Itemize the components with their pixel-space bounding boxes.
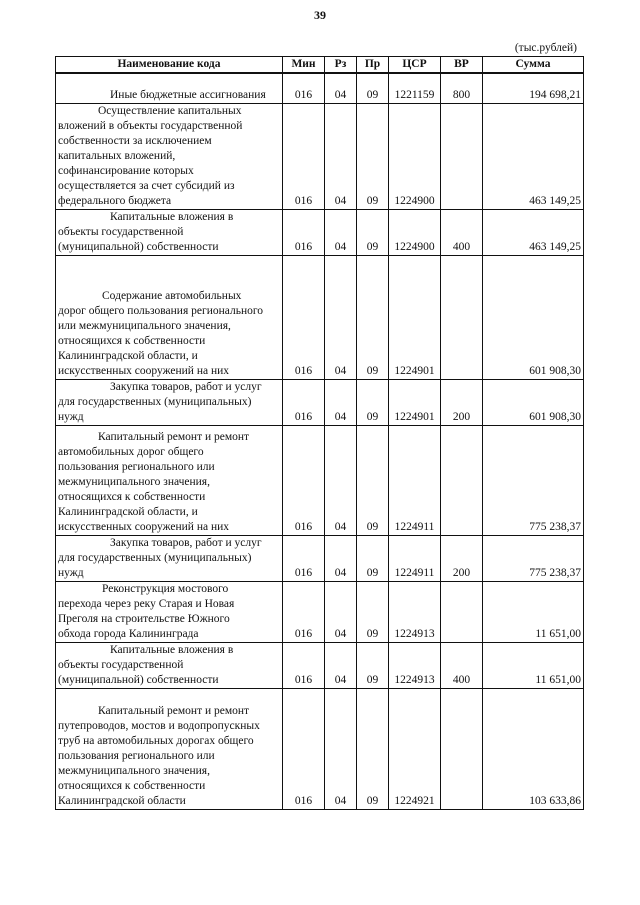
row-vr: 200 [441,535,483,581]
row-rz: 04 [325,73,357,103]
row-name-line: собственности за исключением [58,134,212,147]
row-name-line: осуществляется за счет субсидий из [58,179,235,192]
row-name-line: обхода города Калининграда [58,627,199,640]
row-name-line [58,689,280,704]
table-body [56,73,584,809]
row-csr: 1224911 [389,425,441,535]
row-rz: 04 [325,379,357,425]
row-name [56,535,283,581]
row-sum: 601 908,30 [483,255,584,379]
row-min: 016 [283,535,325,581]
row-name-line: путепроводов, мостов и водопропускных [58,719,260,732]
row-pr: 09 [357,209,389,255]
row-name-line: Капитальные вложения в [110,210,234,223]
table-row [56,209,584,255]
row-rz: 04 [325,688,357,809]
row-name-line: Калининградской области, и [58,505,198,518]
row-name-line: Осуществление капитальных [98,104,242,117]
row-name-line: относящихся к собственности [58,779,206,792]
table-row [56,581,584,642]
row-name-line: (муниципальной) собственности [58,240,219,253]
table-row [56,73,584,103]
row-name-line: Содержание автомобильных [102,289,242,302]
row-sum: 463 149,25 [483,209,584,255]
row-name-line: Закупка товаров, работ и услуг [110,380,262,393]
row-vr [441,103,483,209]
row-name-line: софинансирование которых [58,164,194,177]
row-rz: 04 [325,103,357,209]
row-rz: 04 [325,209,357,255]
table-row [56,379,584,425]
row-sum: 463 149,25 [483,103,584,209]
row-name-line: объекты государственной [58,658,184,671]
row-sum: 775 238,37 [483,425,584,535]
row-vr [441,425,483,535]
row-min: 016 [283,103,325,209]
row-name-line: Калининградской области, и [58,349,198,362]
row-name [56,103,283,209]
row-pr: 09 [357,255,389,379]
row-min: 016 [283,209,325,255]
row-sum: 601 908,30 [483,379,584,425]
row-name-line: объекты государственной [58,225,184,238]
table-row [56,642,584,688]
row-sum: 775 238,37 [483,535,584,581]
row-min: 016 [283,73,325,103]
row-csr: 1224921 [389,688,441,809]
row-vr: 200 [441,379,483,425]
row-name-line: Закупка товаров, работ и услуг [110,536,262,549]
row-name-line: пользования регионального или [58,749,215,762]
row-name-line: искусственных сооружений на них [58,364,230,377]
row-name-line: относящихся к собственности [58,334,206,347]
row-name-line: Капитальный ремонт и ремонт [98,704,250,717]
row-pr: 09 [357,688,389,809]
header-min: Мин [283,57,325,74]
row-min: 016 [283,425,325,535]
row-name-line: или межмуниципального значения, [58,319,231,332]
row-name-line: труб на автомобильных дорогах общего [58,734,254,747]
row-name-line: нужд [58,566,84,579]
row-csr: 1224900 [389,209,441,255]
row-sum: 103 633,86 [483,688,584,809]
row-name-line: дорог общего пользования регионального [58,304,264,317]
table-row [56,103,584,209]
row-name-line: Реконструкция мостового [102,582,229,595]
row-name-line: межмуниципального значения, [58,764,210,777]
units-label: (тыс.рублей) [514,42,577,54]
row-csr: 1224911 [389,535,441,581]
budget-table [55,56,584,810]
row-rz: 04 [325,255,357,379]
row-min: 016 [283,642,325,688]
row-vr [441,581,483,642]
table-row [56,425,584,535]
row-vr [441,255,483,379]
table-row [56,255,584,379]
row-sum: 11 651,00 [483,642,584,688]
row-name-line: автомобильных дорог общего [58,445,204,458]
row-name [56,581,283,642]
header-vr: ВР [441,57,483,74]
row-name [56,688,283,809]
header-rz: Рз [325,57,357,74]
row-name-line: для государственных (муниципальных) [58,395,252,408]
row-name-line: Иные бюджетные ассигнования [110,88,266,101]
row-vr: 800 [441,73,483,103]
header-csr: ЦСР [389,57,441,74]
row-name-line: вложений в объекты государственной [58,119,243,132]
row-rz: 04 [325,425,357,535]
row-name-line: нужд [58,410,84,423]
row-pr: 09 [357,103,389,209]
row-pr: 09 [357,642,389,688]
row-name-line: Калининградской области [58,794,186,807]
row-name-line: федерального бюджета [58,194,172,207]
row-vr: 400 [441,209,483,255]
header-name: Наименование кода [56,57,283,74]
row-name-line: межмуниципального значения, [58,475,210,488]
row-name [56,379,283,425]
row-csr: 1224913 [389,642,441,688]
row-name-line: Капитальные вложения в [110,643,234,656]
row-name-line: Капитальный ремонт и ремонт [98,430,250,443]
row-name-line: относящихся к собственности [58,490,206,503]
table-row [56,688,584,809]
row-pr: 09 [357,73,389,103]
row-csr: 1224901 [389,255,441,379]
row-name-line: Преголя на строительстве Южного [58,612,230,625]
row-csr: 1224900 [389,103,441,209]
row-pr: 09 [357,535,389,581]
row-name-line: пользования регионального или [58,460,215,473]
table-row [56,535,584,581]
row-name-line: капитальных вложений, [58,149,176,162]
row-name [56,425,283,535]
row-csr: 1224901 [389,379,441,425]
row-pr: 09 [357,379,389,425]
row-min: 016 [283,379,325,425]
header-pr: Пр [357,57,389,74]
row-name-line: перехода через реку Старая и Новая [58,597,235,610]
row-vr: 400 [441,642,483,688]
row-name [56,209,283,255]
row-vr [441,688,483,809]
row-name-line: для государственных (муниципальных) [58,551,252,564]
row-rz: 04 [325,535,357,581]
row-min: 016 [283,255,325,379]
row-name [56,255,283,379]
row-min: 016 [283,581,325,642]
row-pr: 09 [357,581,389,642]
header-sum: Сумма [483,57,584,74]
row-sum: 11 651,00 [483,581,584,642]
row-name-line: (муниципальной) собственности [58,673,219,686]
row-rz: 04 [325,581,357,642]
row-csr: 1224913 [389,581,441,642]
page-number: 39 [314,8,326,22]
row-sum: 194 698,21 [483,73,584,103]
row-name [56,73,283,103]
row-csr: 1221159 [389,73,441,103]
row-rz: 04 [325,642,357,688]
row-name [56,642,283,688]
row-name-line: искусственных сооружений на них [58,520,230,533]
row-name-line [58,274,280,289]
row-pr: 09 [357,425,389,535]
table-header-row [56,57,584,74]
row-min: 016 [283,688,325,809]
